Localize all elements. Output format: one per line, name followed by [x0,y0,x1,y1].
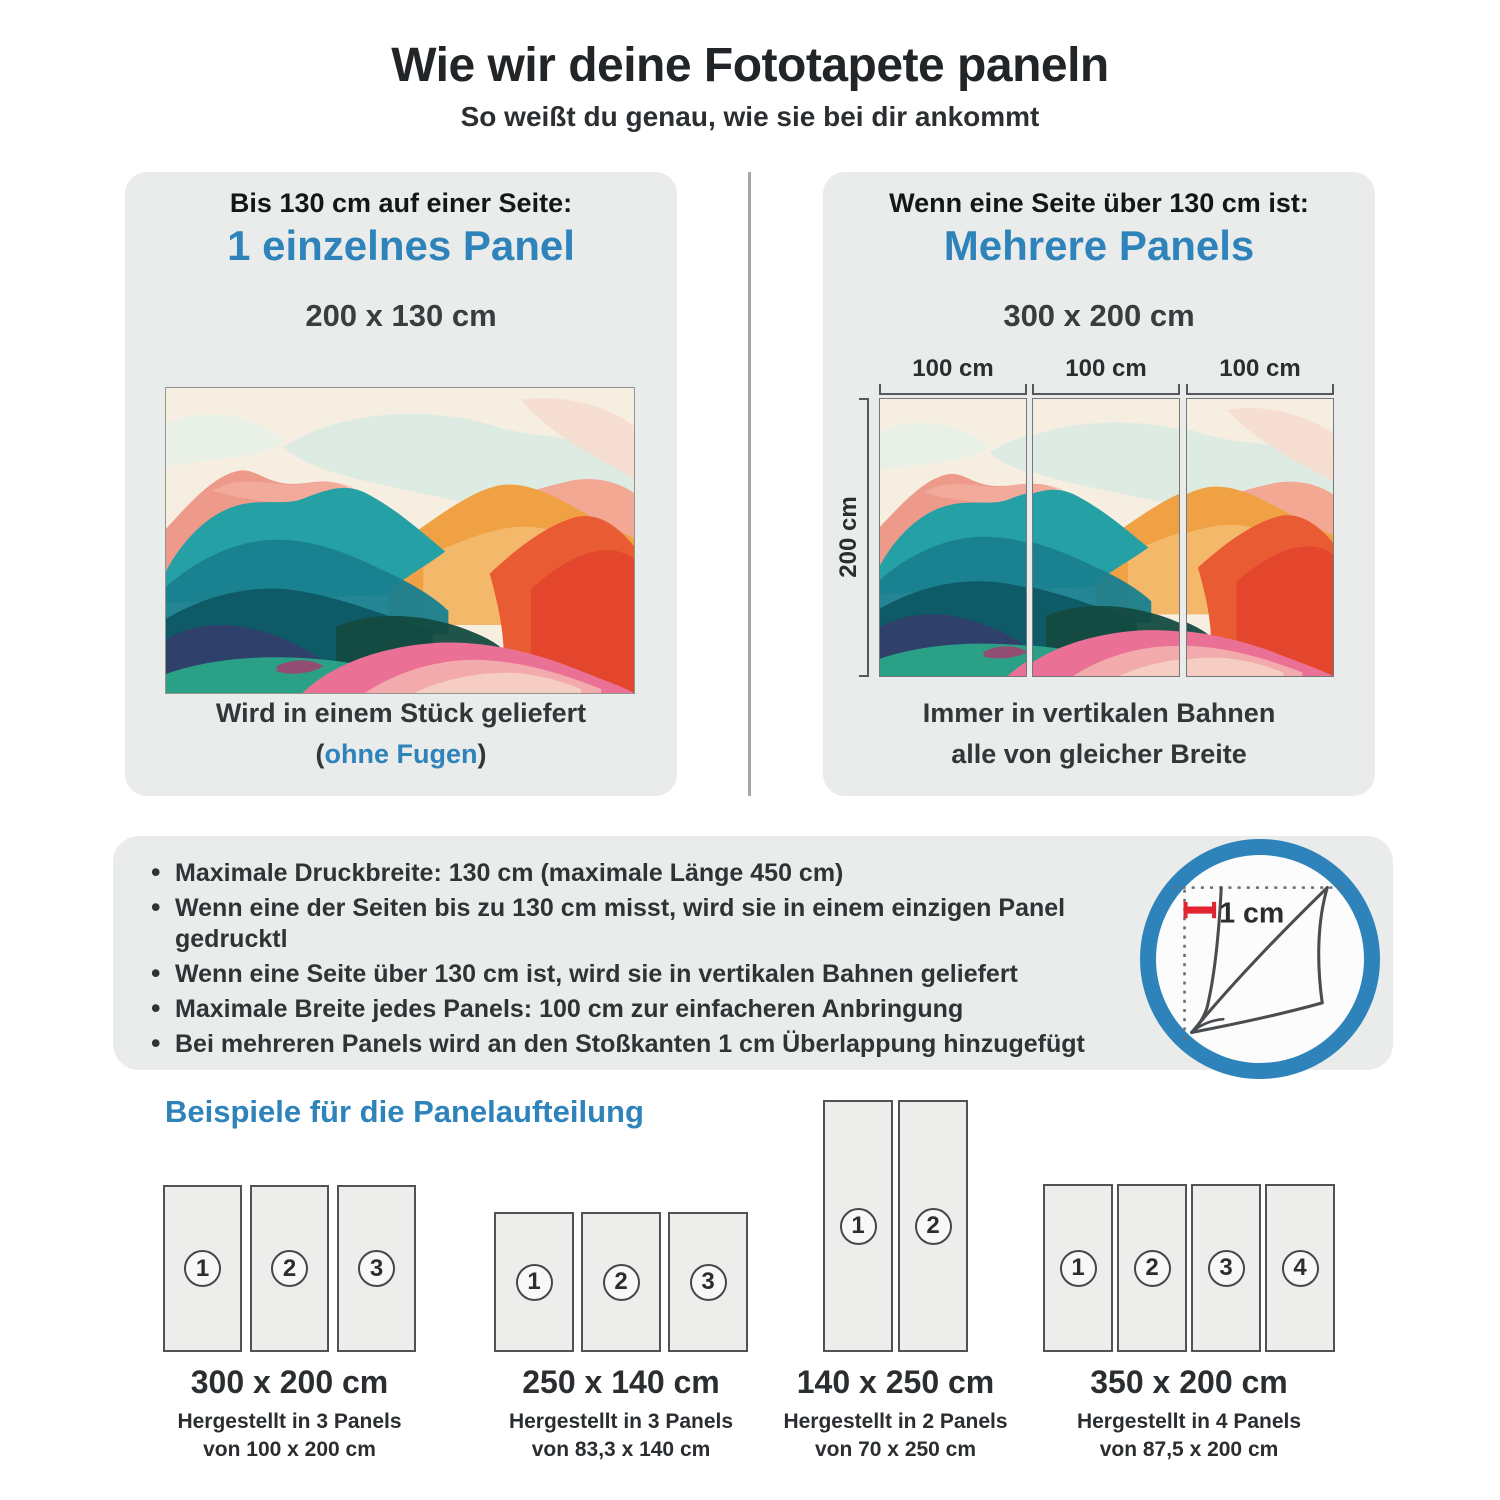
example-dimensions: 140 x 250 cm [796,1364,995,1400]
single-panel-card [125,172,677,796]
page-title: Wie wir deine Fototapete paneln [391,39,1109,92]
example-dimensions: 250 x 140 cm [522,1364,720,1400]
width-label-2: 100 cm [1065,355,1147,382]
example-made-line: Hergestellt in 2 Panels [783,1410,1008,1433]
example-panel-row [823,1100,968,1352]
example-panel [1191,1184,1261,1352]
example-dimensions: 300 x 200 cm [190,1364,389,1400]
panel-slice-3 [1186,398,1334,677]
panel-number-badge: 3 [358,1250,395,1287]
width-bracket-2 [1032,384,1180,395]
card-divider [748,172,751,796]
width-bracket-3 [1186,384,1334,395]
example-panel [337,1185,416,1352]
example-panel [250,1185,329,1352]
paren-open: ( [315,739,325,769]
example-group-350x200 [1043,1184,1335,1461]
panel-number-badge: 1 [840,1208,877,1245]
multi-panel-caption-line2: alle von gleicher Breite [951,739,1247,769]
example-panel [668,1212,748,1352]
page-curl-diagram [1158,857,1362,1061]
example-panel [1043,1184,1113,1352]
watercolor-artwork-slice-3 [1187,399,1333,676]
bullet-item: • Bei mehreren Panels wird an den Stoßkanten 1 cm Überlappung hinzugefügt [149,1029,1109,1060]
example-panel-row [1043,1184,1335,1352]
no-seams-highlight: ohne Fugen [324,739,478,769]
page-subtitle: So weißt du genau, wie sie bei dir ankommt [460,101,1040,132]
panel-number-badge: 2 [603,1264,640,1301]
panel-slice-1 [879,398,1027,677]
example-group-140x250 [783,1100,1008,1461]
multi-panel-headline: Mehrere Panels [943,222,1255,269]
example-size-line: von 70 x 250 cm [814,1438,977,1461]
example-panel [163,1185,242,1352]
example-size-line: von 87,5 x 200 cm [1099,1438,1279,1461]
example-size-line: von 83,3 x 140 cm [531,1438,711,1461]
panel-number-badge: 4 [1282,1250,1319,1287]
single-panel-headline: 1 einzelnes Panel [227,222,575,269]
example-panel [581,1212,661,1352]
overlap-measure-label: 1 cm [1219,897,1285,930]
panel-number-badge: 3 [1208,1250,1245,1287]
examples-title: Beispiele für die Panelaufteilung [165,1094,644,1129]
panel-number-badge: 1 [184,1250,221,1287]
multi-panel-condition: Wenn eine Seite über 130 cm ist: [889,188,1309,218]
bullet-item: • Maximale Breite jedes Panels: 100 cm zur einfacheren Anbringung [149,994,1109,1025]
width-bracket-1 [879,384,1027,395]
single-panel-caption-note [125,739,677,770]
single-panel-dimensions: 200 x 130 cm [305,298,497,333]
example-panel [1117,1184,1187,1352]
example-group-250x140 [494,1212,748,1461]
bullet-item: • Wenn eine Seite über 130 cm ist, wird sie in vertikalen Bahnen geliefert [149,959,1109,990]
example-panel [1265,1184,1335,1352]
panel-number-badge: 1 [1060,1250,1097,1287]
bullet-item: • Wenn eine der Seiten bis zu 130 cm misst, wird sie in einem einzigen Panel gedrucktl [149,893,1109,955]
panel-slice-2 [1032,398,1180,677]
watercolor-artwork [166,388,634,693]
example-panel [898,1100,968,1352]
example-caption [989,1364,1389,1464]
height-label: 200 cm [835,496,862,578]
example-panel-row [163,1185,416,1352]
panel-number-badge: 2 [1134,1250,1171,1287]
example-size-line: von 100 x 200 cm [203,1438,376,1461]
panel-number-badge: 1 [516,1264,553,1301]
multi-panel-caption-line1: Immer in vertikalen Bahnen [922,698,1276,728]
panel-number-badge: 3 [690,1264,727,1301]
example-dimensions: 350 x 200 cm [1090,1364,1288,1400]
watercolor-artwork-slice-1 [880,399,1026,676]
example-made-line: Hergestellt in 4 Panels [1076,1410,1302,1433]
example-panel [823,1100,893,1352]
example-made-line: Hergestellt in 3 Panels [508,1410,734,1433]
single-panel-caption: Wird in einem Stück geliefert [215,698,587,728]
panel-number-badge: 2 [915,1208,952,1245]
example-panel [494,1212,574,1352]
multi-panel-card [823,172,1375,796]
overlap-page-curl-icon [1140,839,1380,1079]
example-made-line: Hergestellt in 3 Panels [177,1410,402,1433]
single-panel-condition: Bis 130 cm auf einer Seite: [229,188,573,218]
panel-number-badge: 2 [271,1250,308,1287]
bullet-item: • Maximale Druckbreite: 130 cm (maximale Länge 450 cm) [149,858,1109,889]
multi-panel-dimensions: 300 x 200 cm [1003,298,1195,333]
width-label-3: 100 cm [1219,355,1301,382]
paren-close: ) [477,739,487,769]
example-group-300x200 [163,1185,416,1461]
example-panel-row [494,1212,748,1352]
width-label-1: 100 cm [912,355,994,382]
info-bullet-list [113,836,1109,1060]
wallpaper-preview-single [165,387,635,694]
watercolor-artwork-slice-2 [1033,399,1179,676]
